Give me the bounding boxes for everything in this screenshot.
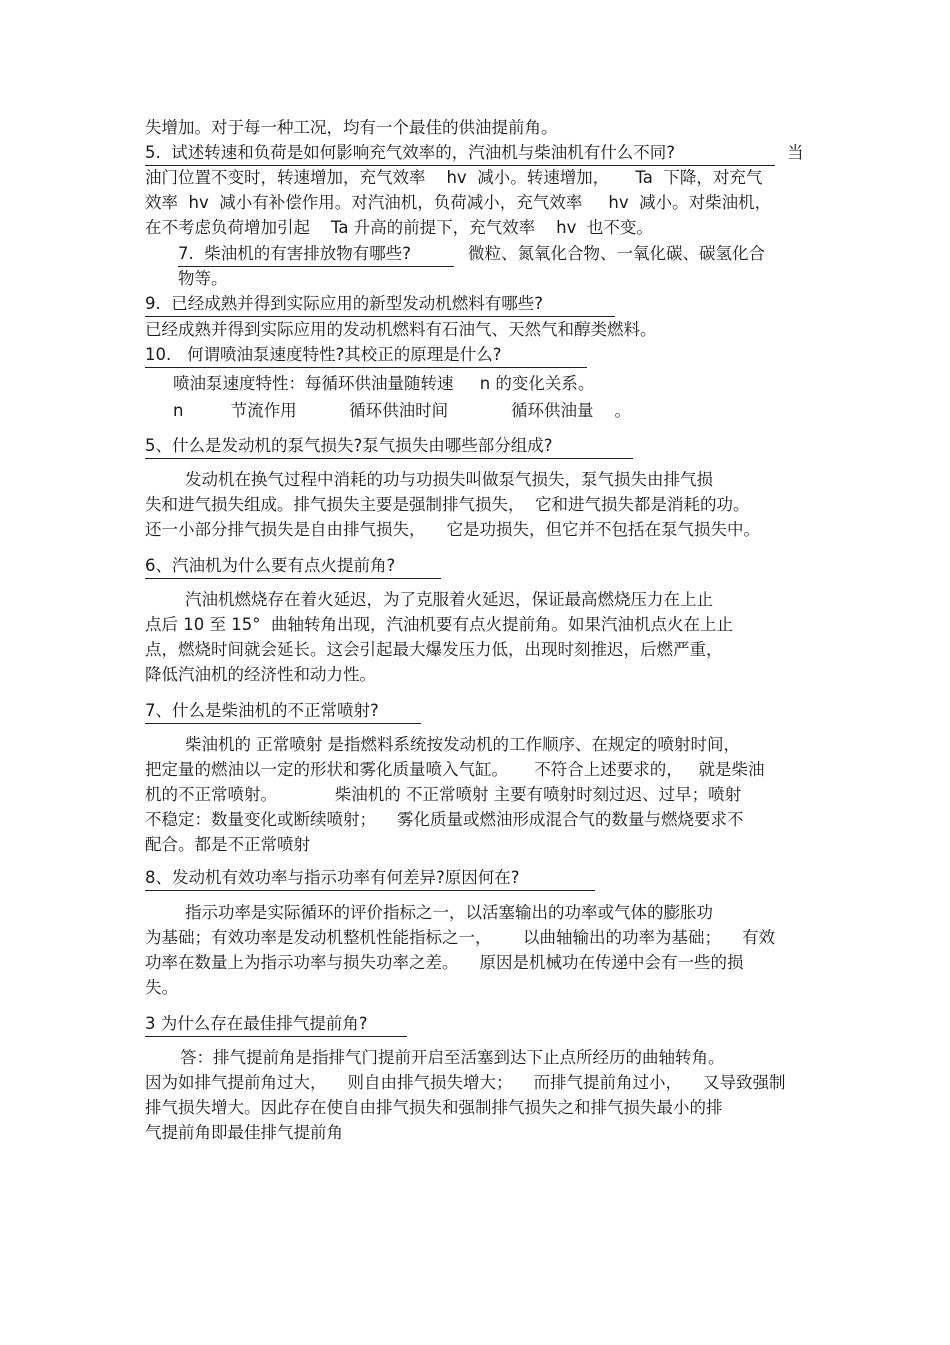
text-line: 失增加。对于每一种工况，均有一个最佳的供油提前角。 xyxy=(145,118,558,137)
answer-text: 失和进气损失组成。排气损失主要是强制排气损失， 它和进气损失都是消耗的功。 xyxy=(145,495,750,514)
answer-text: 柴油机的 正常喷射 是指燃料系统按发动机的工作顺序、在规定的喷射时间， xyxy=(185,735,740,754)
answer-text: 答：排气提前角是指排气门提前开启至活塞到达下止点所经历的曲轴转角。 xyxy=(180,1048,725,1067)
question-heading: 7、什么是柴油机的不正常喷射? xyxy=(145,699,421,724)
answer-text: 因为如排气提前角过大， 则自由排气损失增大； 而排气提前角过小， 又导致强制 xyxy=(145,1073,786,1092)
answer-text: 功率在数量上为指示功率与损失功率之差。 原因是机械功在传递中会有一些的损 xyxy=(145,953,744,972)
answer-text: 点后 10 至 15° 曲轴转角出现，汽油机要有点火提前角。如果汽油机点火在上止 xyxy=(145,615,733,634)
answer-text: 失。 xyxy=(145,978,178,997)
answer-text: 当 xyxy=(787,143,804,162)
question-heading: 5. 试述转速和负荷是如何影响充气效率的，汽油机与柴油机有什么不同? xyxy=(145,141,775,166)
answer-text: 发动机在换气过程中消耗的功与功损失叫做泵气损失，泵气损失由排气损 xyxy=(185,470,713,489)
answer-text: 物等。 xyxy=(178,269,228,288)
answer-text: 把定量的燃油以一定的形状和雾化质量喷入气缸。 不符合上述要求的， 就是柴油 xyxy=(145,760,765,779)
answer-text: 还一小部分排气损失是自由排气损失， 它是功损失，但它并不包括在泵气损失中。 xyxy=(145,520,760,539)
answer-text: n 节流作用 循环供油时间 循环供油量 。 xyxy=(173,401,632,420)
answer-text: 不稳定：数量变化或断续喷射； 雾化质量或燃油形成混合气的数量与燃烧要求不 xyxy=(145,810,744,829)
question-heading: 10. 何谓喷油泵速度特性?其校正的原理是什么? xyxy=(145,343,587,368)
question-heading: 6、汽油机为什么要有点火提前角? xyxy=(145,554,441,579)
answer-text: 降低汽油机的经济性和动力性。 xyxy=(145,665,376,684)
question-heading: 9. 已经成熟并得到实际应用的新型发动机燃料有哪些? xyxy=(145,292,615,317)
answer-text: 微粒、氮氧化合物、一氧化碳、碳氢化合 xyxy=(468,244,765,263)
answer-text: 已经成熟并得到实际应用的发动机燃料有石油气、天然气和醇类燃料。 xyxy=(145,320,657,339)
answer-text: 油门位置不变时，转速增加，充气效率 hv 减小。转速增加， Ta 下降，对充气 xyxy=(145,168,763,187)
question-heading: 3 为什么存在最佳排气提前角? xyxy=(145,1012,407,1037)
question-heading: 8、发动机有效功率与指示功率有何差异?原因何在? xyxy=(145,866,595,891)
answer-text: 为基础；有效功率是发动机整机性能指标之一， 以曲轴输出的功率为基础； 有效 xyxy=(145,928,775,947)
answer-text: 指示功率是实际循环的评价指标之一，以活塞输出的功率或气体的膨胀功 xyxy=(185,903,713,922)
answer-text: 效率 hv 减小有补偿作用。对汽油机，负荷减小，充气效率 hv 减小。对柴油机， xyxy=(145,193,772,212)
answer-text: 汽油机燃烧存在着火延迟，为了克服着火延迟，保证最高燃烧压力在上止 xyxy=(185,590,713,609)
answer-text: 在不考虑负荷增加引起 Ta 升高的前提下，充气效率 hv 也不变。 xyxy=(145,218,653,237)
answer-text: 机的不正常喷射。 柴油机的 不正常喷射 主要有喷射时刻过迟、过早；喷射 xyxy=(145,785,742,804)
answer-text: 排气损失增大。因此存在使自由排气损失和强制排气损失之和排气损失最小的排 xyxy=(145,1098,723,1117)
answer-text: 气提前角即最佳排气提前角 xyxy=(145,1123,343,1142)
answer-text: 喷油泵速度特性：每循环供油量随转速 n 的变化关系。 xyxy=(173,374,595,393)
answer-text: 配合。都是不正常喷射 xyxy=(145,835,310,854)
answer-text: 点，燃烧时间就会延长。这会引起最大爆发压力低，出现时刻推迟，后燃严重， xyxy=(145,640,723,659)
question-heading: 7. 柴油机的有害排放物有哪些? xyxy=(178,242,454,267)
question-heading: 5、什么是发动机的泵气损失?泵气损失由哪些部分组成? xyxy=(145,434,633,459)
